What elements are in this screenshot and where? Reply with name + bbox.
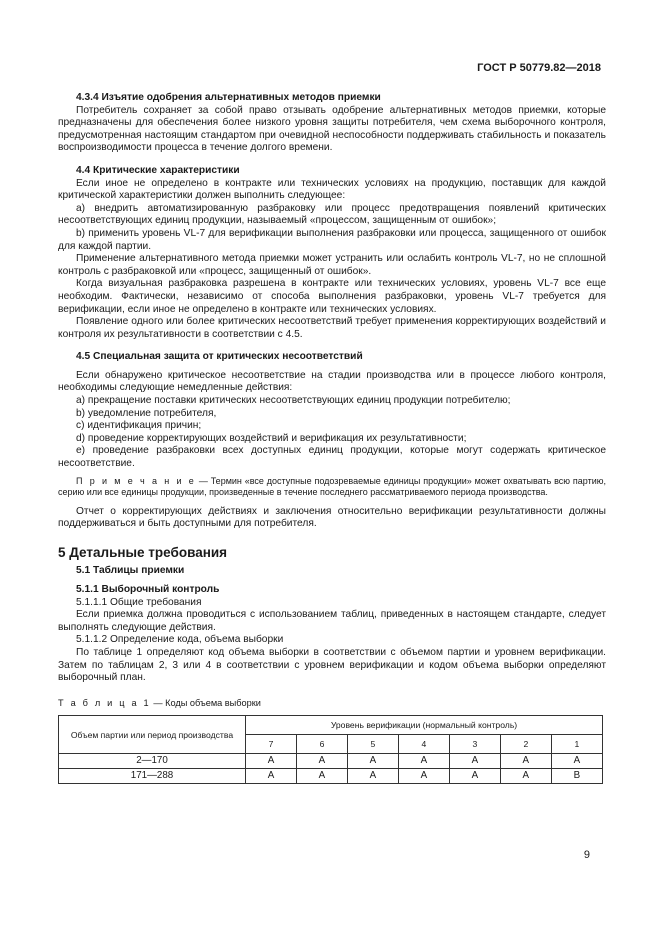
table-1-label: Т а б л и ц а 1: [58, 697, 151, 708]
section-4-5-title: 4.5 Специальная защита от критических несоответствий: [76, 351, 363, 363]
table-row: [59, 754, 603, 769]
level-header: 7: [246, 735, 297, 754]
level-header: 5: [347, 735, 398, 754]
code-cell: A: [551, 754, 602, 769]
section-5-1-1-2-title: 5.1.1.2 Определение кода, объема выборки: [76, 634, 284, 646]
code-cell: A: [246, 769, 297, 784]
section-4-4-para-3: Когда визуальная разбраковка разрешена в контракте или технических условиях, уровень VL-7 все еще необходим. Фактически, независимо от способа выполнения разбраковки, уровень VL-7 требуется для верификации, если иное не определено в контракте или технических условиях.: [58, 278, 606, 315]
section-4-4-para-2: Применение альтернативного метода приемки может устранить или ослабить контроль VL-7, но не сплошной контроль с разбраковкой или «процесс, защищенный от ошибок».: [58, 253, 606, 277]
table-1-title: — Коды объема выборки: [150, 697, 261, 708]
section-4-5-item-e: е) проведение разбраковки всех доступных единиц продукции, которые могут содержать критическое несоответствие.: [58, 445, 606, 470]
level-header: 2: [500, 735, 551, 754]
section-4-5-note: [58, 476, 606, 498]
section-4-5-item-d: d) проведение корректирующих воздействий и верификация их результативности;: [76, 432, 467, 444]
section-5-1-1-title: 5.1.1 Выборочный контроль: [76, 584, 220, 595]
section-4-3-4-title: 4.3.4 Изъятие одобрения альтернативных методов приемки: [76, 92, 381, 103]
section-4-4-para-4: Появление одного или более критических несоответствий требует применения корректирующих воздействий и контроля их результативности в соответствии с 4.5.: [58, 316, 606, 340]
code-cell: B: [551, 769, 602, 784]
note-label: П р и м е ч а н и е: [76, 475, 196, 486]
level-header: 4: [398, 735, 449, 754]
verification-level-group-header: Уровень верификации (нормальный контроль): [246, 716, 603, 735]
lot-size-cell: 2—170: [59, 754, 246, 769]
level-header: 3: [449, 735, 500, 754]
code-cell: A: [449, 754, 500, 769]
code-cell: A: [347, 754, 398, 769]
section-5-1-1-1-text: Если приемка должна проводиться с использованием таблиц, приведенных в настоящем стандарте, следует выполнять следующие действия.: [58, 609, 606, 633]
code-cell: A: [398, 754, 449, 769]
section-4-5-item-b: b) уведомление потребителя,: [76, 407, 217, 419]
code-cell: A: [500, 754, 551, 769]
section-5-title: 5 Детальные требования: [58, 544, 228, 560]
section-4-5-para-1: Если обнаружено критическое несоответствие на стадии производства или в процессе любого контроля, необходимы следующие немедленные действия:: [58, 369, 606, 394]
code-cell: A: [246, 754, 297, 769]
level-header: 6: [296, 735, 347, 754]
code-cell: A: [398, 769, 449, 784]
page-content: [58, 92, 606, 784]
section-4-4-para-1: Если иное не определено в контракте или технических условиях на продукцию, поставщик для каждой критической характеристики должен выполнить следующее:: [58, 177, 606, 202]
code-cell: A: [449, 769, 500, 784]
code-cell: A: [500, 769, 551, 784]
section-5-1-1-1-title: 5.1.1.1 Общие требования: [76, 596, 202, 608]
lot-size-column-header: Объем партии или период производства: [59, 716, 246, 754]
section-4-4-item-b: b) применить уровень VL-7 для верификации выполнения разбраковки или процесса, защищенного от ошибок для каждой партии.: [58, 227, 606, 252]
note-text: — Термин «все доступные подозреваемые единицы продукции» может охватывать всю партию, серию или все единицы продукции, произведенные в течение последнего рассматриваемого периода производства.: [58, 475, 607, 497]
sample-size-code-table: [58, 715, 603, 784]
document-header-id: ГОСТ Р 50779.82—2018: [477, 62, 601, 74]
level-header: 1: [551, 735, 602, 754]
section-4-3-4-text: Потребитель сохраняет за собой право отзывать одобрение альтернативных методов приемки, которые предназначены для обеспечения более низкого уровня защиты потребителя, чем схема выборочного контроля, предусмотренная настоящим стандартом при очевидной неспособности поддерживать стабильность и показатель воспроизводимости процесса в течение долгого времени.: [58, 104, 606, 154]
code-cell: A: [347, 769, 398, 784]
page-number: 9: [583, 849, 590, 861]
section-4-5-item-c: c) идентификация причин;: [76, 420, 202, 432]
section-5-1-1-2-text: По таблице 1 определяют код объема выборки в соответствии с объемом партии и уровнем верификации. Затем по таблицам 2, 3 или 4 в соответствии с уровнем верификации и кодом объема выборки определяют выборочный план.: [58, 646, 606, 684]
section-4-4-title: 4.4 Критические характеристики: [76, 164, 240, 176]
code-cell: A: [296, 754, 347, 769]
section-5-1-title: 5.1 Таблицы приемки: [76, 565, 185, 577]
section-4-5-para-2: Отчет о корректирующих действиях и заключения относительно верификации результативности должны поддерживаться и быть доступными для потребителя.: [58, 505, 606, 530]
table-row: [59, 769, 603, 784]
table-1-caption: [58, 697, 606, 710]
lot-size-cell: 171—288: [59, 769, 246, 784]
code-cell: A: [296, 769, 347, 784]
section-4-5-item-a: а) прекращение поставки критических несоответствующих единиц продукции потребителю;: [76, 395, 511, 407]
section-4-4-item-a: а) внедрить автоматизированную разбраковку или процесс предотвращения появлений критических несоответствующих единиц продукции, называемый «процессом, защищенным от ошибок»;: [58, 202, 606, 227]
